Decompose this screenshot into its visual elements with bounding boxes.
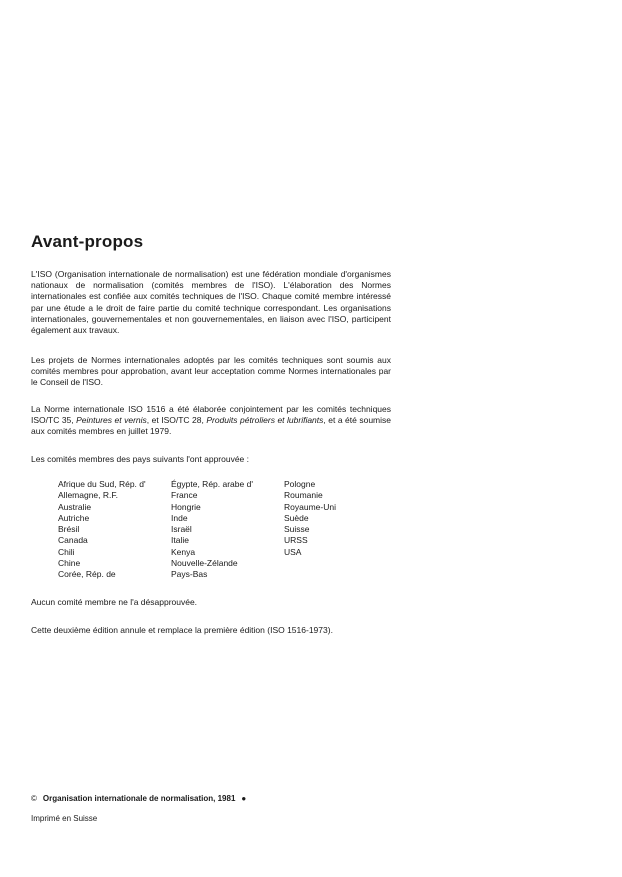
country-name: Afrique du Sud, Rép. d'	[58, 479, 146, 489]
country-name: Australie	[58, 501, 92, 512]
country-name: France	[171, 490, 198, 501]
copyright-icon: ©	[31, 794, 37, 803]
intro-paragraph: L'ISO (Organisation internationale de normalisation) est une fédération mondiale d'organismes nationaux de normalisation (comités membres de l'ISO). L'élaboration des Normes internationales est confiée aux comités techniques de l'ISO. Chaque comité membre intéressé par une étude a le droit de faire partie du comité technique correspondant. Les organisations internationales, gouvernementales et non gouvernementales, en liaison avec l'ISO, participent également aux travaux.	[31, 269, 391, 336]
countries-intro: Les comités membres des pays suivants l'ont approuvée :	[31, 454, 250, 464]
copyright-line	[31, 794, 246, 803]
tc28-title: Produits pétroliers et lubrifiants	[206, 415, 324, 426]
printed-in: Imprimé en Suisse	[31, 814, 98, 823]
country-column-1	[58, 479, 146, 581]
country-name: Suisse	[284, 524, 310, 535]
country-name: Brésil	[58, 524, 80, 535]
country-name: Nouvelle-Zélande	[171, 558, 238, 569]
copyright-text: Organisation internationale de normalisation, 1981	[42, 794, 236, 803]
country-name: Roumanie	[284, 490, 323, 501]
country-name: Autriche	[58, 512, 90, 523]
tc35-title: Peintures et vernis	[76, 415, 147, 426]
approval-paragraph: Les projets de Normes internationales adoptés par les comités techniques sont soumis aux comités membres pour approbation, avant leur acceptation comme Normes internationales par le Conseil de l'ISO.	[31, 355, 391, 388]
elaboration-text-1: La Norme internationale ISO 1516 a été élaborée conjointement par les comités techniques ISO/TC 35,	[31, 404, 391, 426]
country-name: USA	[284, 546, 302, 557]
country-name: Corée, Rép. de	[58, 569, 116, 580]
page-title: Avant-propos	[31, 232, 144, 251]
country-name: Israël	[171, 524, 192, 535]
country-name: Kenya	[171, 546, 196, 557]
country-name: Italie	[171, 535, 189, 546]
country-name: Chili	[58, 546, 75, 557]
elaboration-text-2: , et ISO/TC 28,	[146, 415, 207, 426]
country-name: Égypte, Rép. arabe d'	[171, 479, 253, 489]
country-column-3	[284, 479, 336, 558]
country-name: Chine	[58, 558, 81, 569]
country-name: Canada	[58, 535, 88, 546]
country-name: Suède	[284, 512, 309, 523]
disapproval-paragraph: Aucun comité membre ne l'a désapprouvée.	[31, 597, 198, 607]
country-name: Hongrie	[171, 501, 201, 512]
country-name: Pays-Bas	[171, 569, 208, 580]
edition-paragraph: Cette deuxième édition annule et remplace la première édition (ISO 1516-1973).	[31, 625, 333, 635]
country-name: Royaume-Uni	[284, 501, 336, 512]
elaboration-text-3: , et a été soumise aux comités membres en juillet 1979.	[31, 415, 391, 437]
bullet-icon: ●	[241, 794, 247, 803]
country-name: URSS	[284, 535, 308, 546]
country-name: Inde	[171, 512, 188, 523]
country-name: Allemagne, R.F.	[58, 490, 118, 501]
country-name: Pologne	[284, 479, 316, 489]
elaboration-paragraph	[31, 404, 391, 438]
country-column-2	[171, 479, 253, 581]
